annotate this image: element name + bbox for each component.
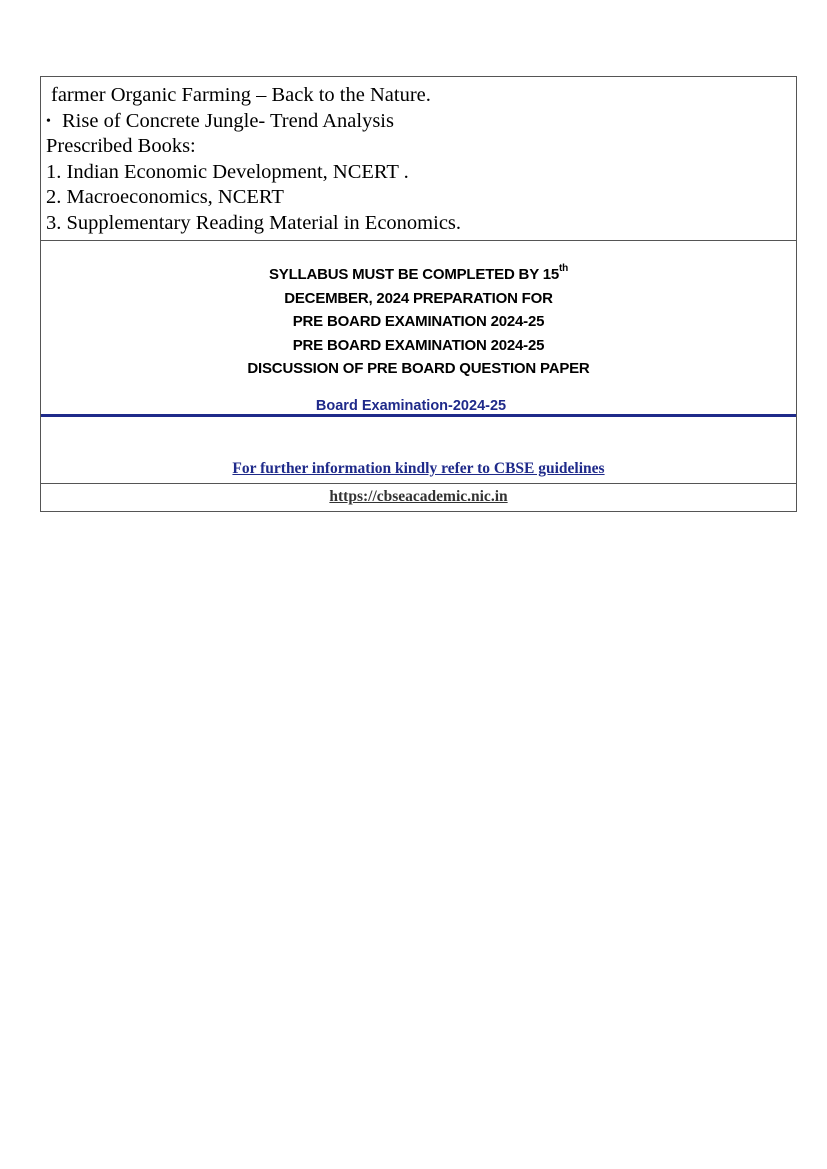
prescribed-books-heading: Prescribed Books: bbox=[46, 135, 196, 158]
content-line-organic-farming: farmer Organic Farming – Back to the Nature. bbox=[51, 84, 431, 106]
completion-notice-cell bbox=[41, 241, 796, 417]
url-cell bbox=[41, 484, 796, 511]
book-item-3: 3. Supplementary Reading Material in Economics. bbox=[46, 211, 462, 234]
book-item-1: 1. Indian Economic Development, NCERT . bbox=[46, 160, 409, 183]
syllabus-table bbox=[40, 76, 797, 512]
content-line-concrete-jungle bbox=[46, 109, 796, 135]
notice-line-4: PRE BOARD EXAMINATION 2024-25 bbox=[292, 336, 545, 354]
info-cell bbox=[41, 417, 796, 484]
bullet-icon: • bbox=[46, 113, 51, 129]
cbse-guidelines-link[interactable]: For further information kindly refer to CBSE guidelines bbox=[232, 460, 605, 477]
completion-notice bbox=[41, 263, 796, 381]
notice-line-2: DECEMBER, 2024 PREPARATION FOR bbox=[284, 289, 553, 307]
notice-line-1 bbox=[41, 263, 796, 287]
notice-line-1-text: SYLLABUS MUST BE COMPLETED BY 15 bbox=[268, 266, 559, 283]
notice-line-1-superscript: th bbox=[558, 263, 569, 274]
syllabus-content-cell bbox=[41, 77, 796, 241]
board-examination-label: Board Examination-2024-25 bbox=[315, 398, 507, 414]
book-item-2: 2. Macroeconomics, NCERT bbox=[46, 186, 284, 209]
notice-line-3: PRE BOARD EXAMINATION 2024-25 bbox=[292, 313, 545, 330]
cbse-academic-url-link[interactable]: https://cbseacademic.nic.in bbox=[329, 488, 508, 505]
notice-line-5: DISCUSSION OF PRE BOARD QUESTION PAPER bbox=[247, 360, 590, 377]
content-line-text: Rise of Concrete Jungle- Trend Analysis bbox=[62, 109, 394, 132]
